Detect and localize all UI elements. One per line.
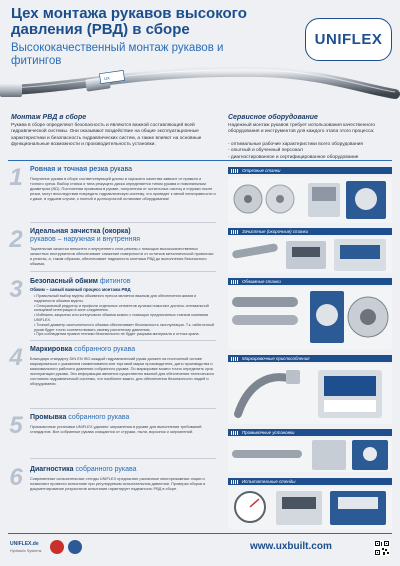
step-body: Промывочные установки UNIFLEX удаляют загрязнения в рукаве для выполнения требований стандартов. Все собранные рукава очищаются от стружки, пыли, ворсинок и загрязнений. bbox=[30, 424, 202, 434]
uniflex-logo: UNIFLEX bbox=[305, 18, 392, 61]
step-body: Тщательная зачистка внешнего и внутреннего слоя резины с помощью высококачественных зачистных инструментов обеспечивает снижение поверхности от остатков металлической проволоки и резины, а, таким образом, обеспечивает надежность монтажа РВД до выполнения безопасного обжима. bbox=[30, 246, 214, 266]
step-number: 4 bbox=[9, 344, 23, 371]
step-number: 2 bbox=[9, 226, 23, 253]
hose-illustration bbox=[0, 64, 400, 104]
step-title: Идеальная зачистка (окорка) рукавов – наружная и внутренняя bbox=[30, 228, 141, 243]
step-divider bbox=[30, 222, 216, 223]
step-divider bbox=[30, 458, 216, 459]
bullet-item: • Избежать закрытых или кончунового обжима можно с помощью предписанных станков компании UNIFLEX. bbox=[34, 313, 216, 323]
step-divider bbox=[30, 340, 216, 341]
step-title: Маркировка собранного рукава bbox=[30, 346, 136, 353]
gallery-label-skiving: Зачистные (окорочные) станки bbox=[228, 228, 392, 235]
step-bullets bbox=[34, 294, 216, 337]
footer-divider bbox=[8, 533, 392, 534]
step-title: Промывка собранного рукава bbox=[30, 414, 130, 421]
step-body: Получение рукава в сборе соответствующей длины и хорошего качества зависит от прямого и точного среза. Выбор станка и типа режущего диска определяется типом рукава и номинальным диаметром (ND). Постоянная промывка в рукаве, полученная от остаточных частиц и стружки после резки, могут впоследствии повредить гидравлическую систему, что приведет к явной неисправности и к даже, в худшем случае, к полной и долгосрочной остановке оборудования! bbox=[30, 176, 216, 201]
test-benches-photo bbox=[228, 487, 392, 529]
step-title: Ровная и точная резка рукава bbox=[30, 166, 133, 173]
gallery-label-crimping: Обжимные станки bbox=[228, 278, 392, 285]
certificate-seal-icon bbox=[50, 540, 64, 554]
bullet-item: • Правильный выбор муфты обжимного пресса является важным для обеспечения жимов и надежности обжима муфты. bbox=[34, 294, 216, 304]
cutting-machines-photo bbox=[228, 177, 392, 223]
step-title: Безопасный обжим фитингов bbox=[30, 278, 131, 285]
step-number: 5 bbox=[9, 412, 23, 439]
website-link[interactable]: www.uxbuilt.com bbox=[250, 541, 332, 552]
intro-list-item: - диагностированное и сертифицированное оборудование bbox=[228, 154, 359, 160]
bullet-item: • Специальный редуктор и профили отдельных сегментов кулачка помогают достичь оптимальной кольцевой интеграции в зоне соединения. bbox=[34, 304, 216, 314]
gallery-label-marking: Маркировочные приспособления bbox=[228, 355, 392, 362]
page-subtitle: Высококачественный монтаж рукавов и фитингов bbox=[11, 42, 224, 67]
intro-list-item: - опытный и обученный персонал bbox=[228, 148, 303, 154]
intro-heading-left: Монтаж РВД в сборе bbox=[11, 114, 87, 121]
step-divider bbox=[30, 408, 216, 409]
crimping-machines-photo bbox=[228, 287, 392, 349]
bullet-item: • Точный диаметр окончательного обжима обеспечивает безопасность эксплуатации. Т.к. избыточный рукав будет точно соответствовать своему расчетному давлению. bbox=[34, 323, 216, 333]
intro-list-right bbox=[228, 142, 392, 161]
flushing-units-photo bbox=[228, 438, 392, 472]
step-body: Современные испытательные стенды UNIFLEX предлагают различные многорежимные опции и позволяют провести испытание при регулируемом испытательном давлении. Проверка сборки и документирование результатов испытания гарантирует надежность РВД в сборе. bbox=[30, 476, 206, 491]
step-subheading: Обжим – самый важный процесс монтажа РВД bbox=[30, 287, 131, 292]
footer-tagline: Hydraulic Systems bbox=[10, 549, 42, 553]
gallery-label-cutting: Отрезные станки bbox=[228, 167, 392, 174]
gallery-label-testing: Испытательные стенды bbox=[228, 478, 392, 485]
step-number: 6 bbox=[9, 464, 23, 491]
intro-list-item: - оптимальные рабочие характеристики всего оборудования bbox=[228, 142, 363, 147]
svg-text:UX: UX bbox=[103, 75, 111, 82]
page-title: Цех монтажа рукавов высокого давления (РВД) в сборе bbox=[11, 5, 247, 38]
intro-text-left: Рукава в сборе определяют безопасность и являются важной составляющей всей гидравлической системы. Они оказывают воздействие на общие эксплуатационные характеристики и безопасность гидравлических систем, а также влияют на основные функциональные возможности и производительность установки. bbox=[11, 123, 202, 148]
step-number: 3 bbox=[9, 276, 23, 303]
step-title: Диагностика собранного рукава bbox=[30, 466, 137, 473]
footer-logo: UNIFLEX.de bbox=[10, 541, 39, 547]
bullet-item: • При соблюдении правил техники безопасности не будет разрыва материала и оттока крана. bbox=[34, 332, 216, 337]
step-divider bbox=[30, 271, 216, 272]
qr-code-icon bbox=[374, 540, 390, 556]
section-divider bbox=[8, 160, 392, 161]
step-body: Благодаря стандарту DIN EN ISO каждый гидравлический рукав должен на постоянной основе маркироваться с указанием наименования или торговой марки производителя, даты производства и максимального рабочего давления собранного рукава. По маркировке можно точно определить срок эксплуатации рукава. Эти информация является существенно важной для обеспечения технического состояния гидравлической системы, что наиболее важно, для обеспечения безопасности людей и оборудования. bbox=[30, 356, 215, 386]
gallery-label-flushing: Промывочные установки bbox=[228, 429, 392, 436]
marking-devices-photo bbox=[228, 364, 392, 424]
intro-heading-right: Сервисное оборудование bbox=[228, 114, 318, 121]
step-number: 1 bbox=[9, 164, 23, 191]
skiving-machines-photo bbox=[228, 237, 392, 273]
certificate-seal-icon bbox=[68, 540, 82, 554]
intro-text-right: Надежный монтаж рукавов требует использования качественного оборудования и инструментов для каждого этапа этого процесса: bbox=[228, 123, 376, 135]
